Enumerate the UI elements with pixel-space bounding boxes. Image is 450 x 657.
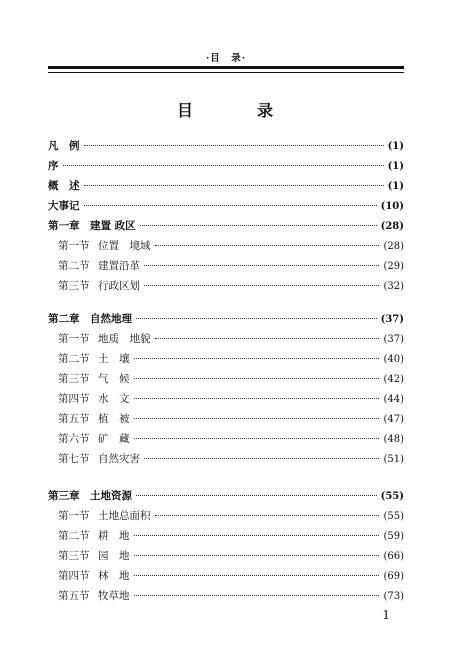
toc-entry-page: (28) bbox=[380, 221, 404, 232]
dot-leader bbox=[134, 378, 380, 379]
toc-entry-page: (51) bbox=[383, 454, 404, 465]
toc-section-entry[interactable] bbox=[48, 256, 404, 276]
running-header: ·目 录· bbox=[205, 53, 247, 64]
dot-leader bbox=[134, 358, 380, 359]
dot-leader bbox=[155, 515, 380, 516]
toc-section-entry[interactable] bbox=[48, 429, 404, 449]
dot-leader bbox=[134, 535, 380, 536]
toc-section-entry[interactable] bbox=[48, 506, 404, 526]
dot-leader bbox=[134, 438, 380, 439]
dot-leader bbox=[134, 398, 380, 399]
toc-section-entry[interactable] bbox=[48, 526, 404, 546]
toc-entry-label: 矿 藏 bbox=[98, 433, 130, 445]
toc-section-entry[interactable] bbox=[48, 369, 404, 389]
dot-leader bbox=[84, 145, 384, 146]
dot-leader bbox=[136, 495, 377, 496]
toc-entry-page: (55) bbox=[380, 491, 404, 502]
toc-section-number: 第五节 bbox=[58, 413, 90, 425]
toc-section-entry[interactable] bbox=[48, 349, 404, 369]
toc-entry-page: (1) bbox=[387, 141, 404, 152]
toc-entry-label: 气 候 bbox=[98, 373, 130, 385]
dot-leader bbox=[63, 165, 384, 166]
page-title: 目 录 bbox=[176, 101, 297, 120]
header-rule-thick bbox=[48, 66, 404, 69]
dot-leader bbox=[144, 265, 379, 266]
toc-entry-page: (40) bbox=[383, 354, 404, 365]
toc-entry-label: 位置 境域 bbox=[98, 240, 151, 252]
toc-entry-label: 植 被 bbox=[98, 413, 130, 425]
toc-entry-page: (55) bbox=[383, 511, 404, 522]
toc-section-number: 第六节 bbox=[58, 433, 90, 445]
toc-section-entry[interactable] bbox=[48, 329, 404, 349]
toc-entry-label: 牧草地 bbox=[98, 590, 130, 602]
page-number: 1 bbox=[382, 608, 390, 622]
toc-entry-label: 行政区划 bbox=[98, 280, 140, 292]
toc-entry-page: (37) bbox=[383, 334, 404, 345]
toc-section-number: 第三节 bbox=[58, 373, 90, 385]
toc-section-number: 第七节 bbox=[58, 453, 90, 465]
toc-entry-page: (48) bbox=[383, 434, 404, 445]
toc-chapter-entry[interactable] bbox=[48, 216, 404, 236]
toc-entry-label: 林 地 bbox=[98, 570, 130, 582]
toc-chapter-entry[interactable] bbox=[48, 486, 404, 506]
toc-entry-label: 凡 例 bbox=[48, 140, 80, 152]
dot-leader bbox=[144, 285, 379, 286]
toc-section-entry[interactable] bbox=[48, 566, 404, 586]
toc-entry-label: 园 地 bbox=[98, 550, 130, 562]
toc-section-number: 第三节 bbox=[58, 550, 90, 562]
dot-leader bbox=[155, 338, 380, 339]
toc-entry[interactable] bbox=[48, 196, 404, 216]
toc-entry-label: 第一章 建置 政区 bbox=[48, 220, 136, 232]
toc-section-number: 第二节 bbox=[58, 260, 90, 272]
toc-entry-label: 序 bbox=[48, 160, 59, 172]
toc-chapter-entry[interactable] bbox=[48, 309, 404, 329]
toc-entry-page: (28) bbox=[383, 241, 404, 252]
dot-leader bbox=[134, 418, 380, 419]
toc-entry-label: 概 述 bbox=[48, 180, 80, 192]
toc-section-number: 第三节 bbox=[58, 280, 90, 292]
toc-section-entry[interactable] bbox=[48, 236, 404, 256]
toc-entry-page: (73) bbox=[383, 591, 404, 602]
dot-leader bbox=[155, 245, 380, 246]
toc-entry-page: (10) bbox=[380, 201, 404, 212]
dot-leader bbox=[84, 185, 384, 186]
dot-leader bbox=[144, 458, 379, 459]
toc-entry-page: (42) bbox=[383, 374, 404, 385]
toc-entry-page: (44) bbox=[383, 394, 404, 405]
dot-leader bbox=[140, 225, 377, 226]
toc-entry-label: 地质 地貌 bbox=[98, 333, 151, 345]
dot-leader bbox=[134, 595, 380, 596]
toc-entry-page: (32) bbox=[383, 281, 404, 292]
toc-entry-page: (66) bbox=[383, 551, 404, 562]
toc-entry-page: (47) bbox=[383, 414, 404, 425]
toc-section-entry[interactable] bbox=[48, 449, 404, 469]
toc-entry-label: 大事记 bbox=[48, 200, 80, 212]
toc-entry-page: (1) bbox=[387, 161, 404, 172]
dot-leader bbox=[136, 318, 377, 319]
toc-section-entry[interactable] bbox=[48, 276, 404, 296]
toc-entry[interactable] bbox=[48, 176, 404, 196]
toc-section-number: 第五节 bbox=[58, 590, 90, 602]
toc-section-number: 第一节 bbox=[58, 240, 90, 252]
toc-section-entry[interactable] bbox=[48, 546, 404, 566]
toc-entry-label: 水 文 bbox=[98, 393, 130, 405]
toc-section-number: 第四节 bbox=[58, 393, 90, 405]
toc-section-number: 第一节 bbox=[58, 510, 90, 522]
toc-entry-page: (37) bbox=[380, 314, 404, 325]
table-of-contents bbox=[48, 136, 404, 606]
toc-section-number: 第二节 bbox=[58, 353, 90, 365]
header-rule-thin bbox=[48, 72, 404, 73]
toc-section-number: 第四节 bbox=[58, 570, 90, 582]
toc-entry-label: 土 壤 bbox=[98, 353, 130, 365]
toc-section-number: 第二节 bbox=[58, 530, 90, 542]
toc-section-number: 第一节 bbox=[58, 333, 90, 345]
toc-entry-page: (1) bbox=[387, 181, 404, 192]
toc-entry-label: 第二章 自然地理 bbox=[48, 313, 132, 325]
toc-entry-label: 土地总面积 bbox=[98, 510, 151, 522]
dot-leader bbox=[84, 205, 377, 206]
toc-section-entry[interactable] bbox=[48, 586, 404, 606]
toc-entry[interactable] bbox=[48, 136, 404, 156]
toc-entry-label: 耕 地 bbox=[98, 530, 130, 542]
toc-section-entry[interactable] bbox=[48, 389, 404, 409]
dot-leader bbox=[134, 555, 380, 556]
toc-entry-page: (69) bbox=[383, 571, 404, 582]
toc-entry-label: 第三章 土地资源 bbox=[48, 490, 132, 502]
dot-leader bbox=[134, 575, 380, 576]
toc-entry-label: 自然灾害 bbox=[98, 453, 140, 465]
toc-entry-page: (59) bbox=[383, 531, 404, 542]
toc-entry-label: 建置沿革 bbox=[98, 260, 140, 272]
toc-section-entry[interactable] bbox=[48, 409, 404, 429]
toc-entry-page: (29) bbox=[383, 261, 404, 272]
toc-entry[interactable] bbox=[48, 156, 404, 176]
